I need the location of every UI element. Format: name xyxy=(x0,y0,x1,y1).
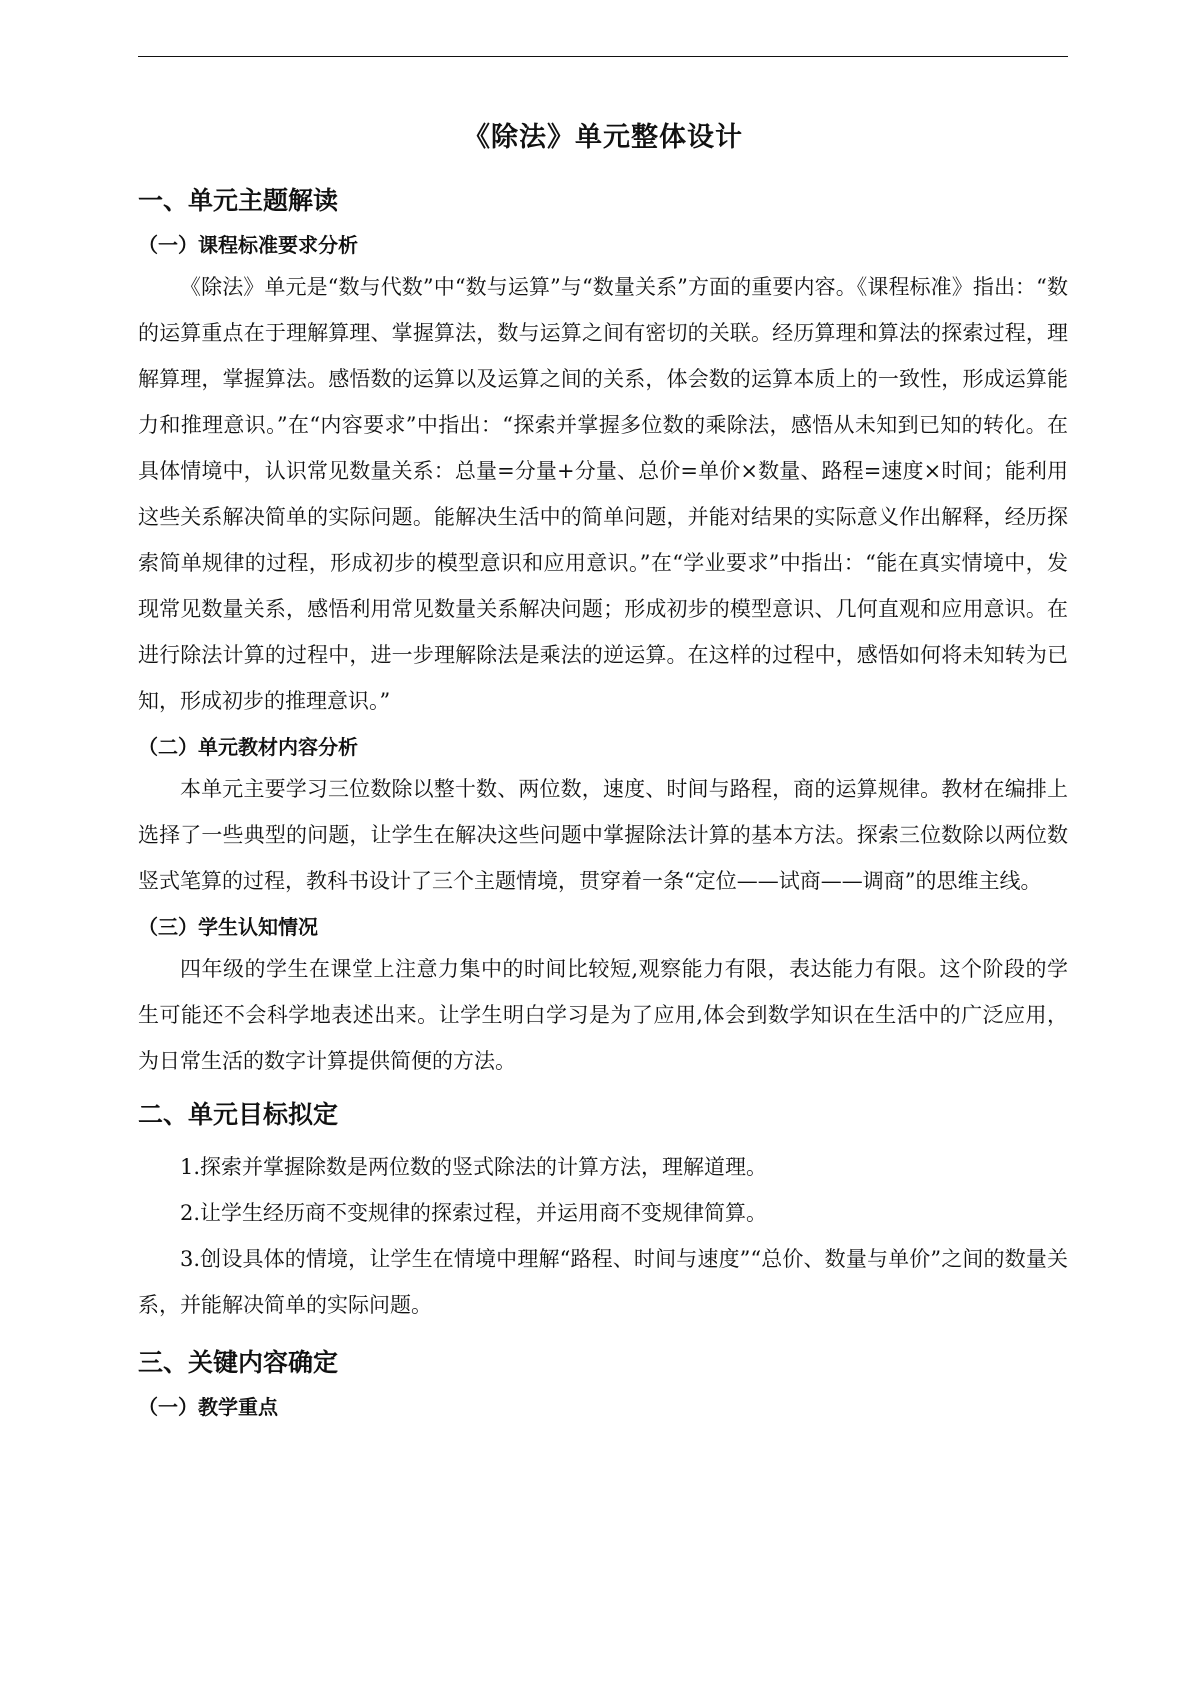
subsection-heading-1-2: （二）单元教材内容分析 xyxy=(138,735,358,759)
subsection-heading-1-3: （三）学生认知情况 xyxy=(138,915,318,939)
section-heading-3: 三、关键内容确定 xyxy=(138,1348,339,1377)
goal-item-3: 3.创设具体的情境，让学生在情境中理解“路程、时间与速度”“总价、数量与单价”之间的数量关系，并能解决简单的实际问题。 xyxy=(138,1247,1068,1317)
subsection-heading-1-1: （一）课程标准要求分析 xyxy=(138,233,358,257)
goal-item-2: 2.让学生经历商不变规律的探索过程，并运用商不变规律简算。 xyxy=(180,1201,768,1225)
document-title: 《除法》单元整体设计 xyxy=(463,122,743,153)
goal-item-1: 1.探索并掌握除数是两位数的竖式除法的计算方法，理解道理。 xyxy=(180,1155,768,1179)
paragraph-textbook-content: 本单元主要学习三位数除以整十数、两位数，速度、时间与路程，商的运算规律。教材在编排上选择了一些典型的问题，让学生在解决这些问题中掌握除法计算的基本方法。探索三位数除以两位数竖式笔算的过程，教科书设计了三个主题情境，贯穿着一条“定位——试商——调商”的思维主线。 xyxy=(138,777,1068,893)
document-body xyxy=(138,120,1068,1426)
section-heading-2: 二、单元目标拟定 xyxy=(138,1100,339,1129)
paragraph-curriculum-standard: 《除法》单元是“数与代数”中“数与运算”与“数量关系”方面的重要内容。《课程标准》指出：“数的运算重点在于理解算理、掌握算法，数与运算之间有密切的关联。经历算理和算法的探索过程，理解算理，掌握算法。感悟数的运算以及运算之间的关系，体会数的运算本质上的一致性，形成运算能力和推理意识。”在“内容要求”中指出：“探索并掌握多位数的乘除法，感悟从未知到已知的转化。在具体情境中，认识常见数量关系：总量=分量+分量、总价=单价×数量、路程=速度×时间；能利用这些关系解决简单的实际问题。能解决生活中的简单问题，并能对结果的实际意义作出解释，经历探索简单规律的过程，形成初步的模型意识和应用意识。”在“学业要求”中指出：“能在真实情境中，发现常见数量关系，感悟利用常见数量关系解决问题；形成初步的模型意识、几何直观和应用意识。在进行除法计算的过程中，进一步理解除法是乘法的逆运算。在这样的过程中，感悟如何将未知转为已知，形成初步的推理意识。” xyxy=(138,275,1068,713)
subsection-heading-3-1: （一）教学重点 xyxy=(138,1395,278,1419)
header-rule xyxy=(138,56,1068,57)
paragraph-student-cognition: 四年级的学生在课堂上注意力集中的时间比较短,观察能力有限，表达能力有限。这个阶段的学生可能还不会科学地表述出来。让学生明白学习是为了应用,体会到数学知识在生活中的广泛应用，为日常生活的数字计算提供简便的方法。 xyxy=(138,957,1068,1073)
section-heading-1: 一、单元主题解读 xyxy=(138,186,339,215)
